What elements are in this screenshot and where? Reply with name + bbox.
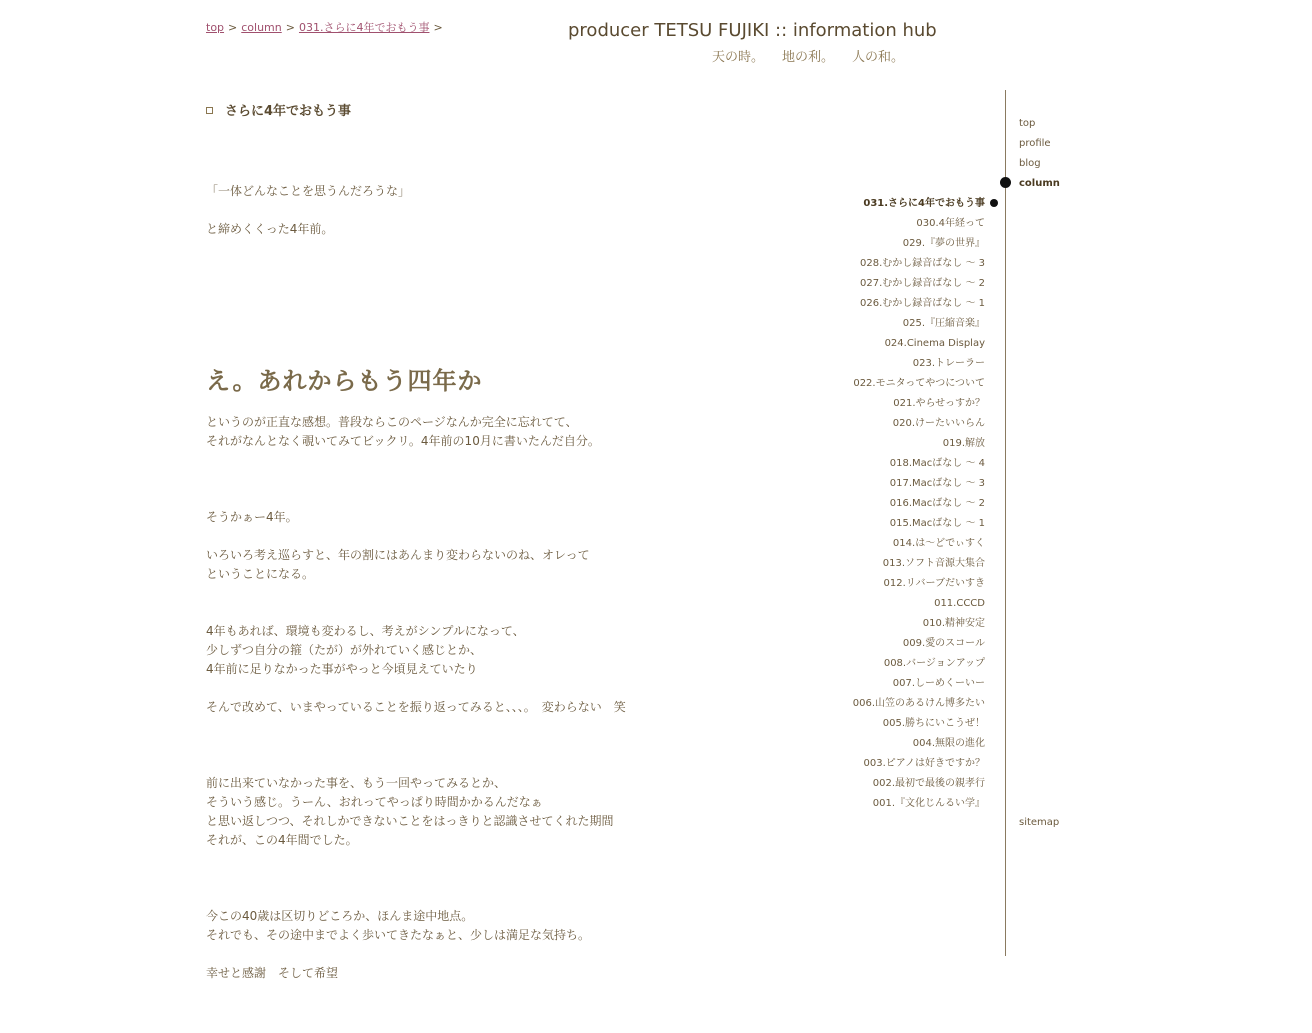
- column-list-item[interactable]: 005.勝ちにいこうぜ！: [882, 718, 985, 729]
- current-item-marker-icon: [990, 199, 998, 207]
- nav-item-column[interactable]: column: [1019, 178, 1060, 189]
- article-line: そういう感じ。うーん、おれってやっぱり時間かかるんだなぁ: [206, 795, 543, 809]
- article-body: [206, 182, 806, 983]
- article-line: というのが正直な感想。普段ならこのページなんか完全に忘れてて、: [206, 415, 578, 429]
- column-list-item[interactable]: 008.バージョンアップ: [883, 658, 985, 669]
- article-line: それでも、その途中までよく歩いてきたなぁと、少しは満足な気持ち。: [206, 928, 591, 942]
- main-nav: [1019, 117, 1060, 197]
- square-bullet-icon: [206, 107, 213, 114]
- column-list-item[interactable]: 027.むかし録音ばなし 〜 2: [860, 278, 985, 289]
- breadcrumb-link-column[interactable]: column: [241, 21, 282, 34]
- article-line: 4年もあれば、環境も変わるし、考えがシンプルになって、: [206, 624, 525, 638]
- column-list-item[interactable]: 030.4年経って: [916, 218, 985, 229]
- column-list-item[interactable]: 020.けーたいいらん: [892, 418, 985, 429]
- page-title: [206, 100, 351, 119]
- column-list-item[interactable]: 007.しーめくーいー: [892, 678, 985, 689]
- column-list-item[interactable]: 026.むかし録音ばなし 〜 1: [860, 298, 985, 309]
- tagline-part: 人の和。: [851, 50, 904, 65]
- column-list-item[interactable]: 003.ピアノは好きですか？: [863, 758, 985, 769]
- nav-item-top[interactable]: top: [1019, 118, 1036, 129]
- article-line: そうかぁー4年。: [206, 510, 298, 524]
- column-list-item[interactable]: 029.『夢の世界』: [902, 238, 985, 249]
- column-list-item[interactable]: 024.Cinema Display: [884, 338, 985, 349]
- site-tagline: [712, 46, 904, 65]
- tagline-part: 天の時。: [711, 50, 764, 65]
- column-list-item[interactable]: 012.リバーブだいすき: [883, 578, 985, 589]
- column-list-item[interactable]: 001.『文化じんるい学』: [872, 798, 985, 809]
- nav-item-profile[interactable]: profile: [1019, 138, 1051, 149]
- column-list-item[interactable]: 028.むかし録音ばなし 〜 3: [860, 258, 985, 269]
- column-list-item[interactable]: 009.愛のスコール: [902, 638, 985, 649]
- column-list-item[interactable]: 025.『圧縮音楽』: [902, 318, 985, 329]
- tagline-part: 地の利。: [781, 50, 834, 65]
- column-list-item[interactable]: 013.ソフト音源大集合: [882, 558, 985, 569]
- column-list-item[interactable]: 019.解放: [942, 438, 985, 449]
- breadcrumb-separator: >: [228, 21, 238, 34]
- article-line: 少しずつ自分の箍（たが）が外れていく感じとか、: [206, 643, 483, 657]
- article-line: 前に出来ていなかった事を、もう一回やってみるとか、: [206, 776, 507, 790]
- article-line: 今この40歳は区切りどころか、ほんま途中地点。: [206, 909, 474, 923]
- breadcrumb-link-top[interactable]: top: [206, 21, 225, 34]
- column-list-item[interactable]: 022.モニタってやつについて: [853, 378, 985, 389]
- column-list-item[interactable]: 014.は〜どでぃすく: [892, 538, 985, 549]
- nav-item-sitemap[interactable]: sitemap: [1019, 817, 1060, 828]
- column-list-item[interactable]: 015.Macばなし 〜 1: [889, 518, 985, 529]
- site-title: producer TETSU FUJIKI :: information hub: [568, 20, 937, 41]
- article-line: そんで改めて、いまやっていることを振り返ってみると、、、。 変わらない 笑: [206, 700, 626, 714]
- column-list-item[interactable]: 023.トレーラー: [912, 358, 985, 369]
- breadcrumb-separator: >: [433, 21, 443, 34]
- breadcrumb-link-current[interactable]: 031.さらに4年でおもう事: [298, 21, 430, 34]
- article-headline: え。あれからもう四年か: [206, 367, 483, 395]
- active-nav-marker-icon: [1000, 177, 1011, 188]
- column-list-item[interactable]: 006.山笠のあるけん博多たい: [852, 698, 985, 709]
- column-list: [853, 197, 985, 817]
- column-list-item[interactable]: 010.精神安定: [922, 618, 985, 629]
- sidebar-divider: [1005, 90, 1006, 956]
- article-line: と思い返しつつ、それしかできないことをはっきりと認識させてくれた期間: [206, 814, 614, 828]
- article-line: それがなんとなく覗いてみてビックリ。4年前の10月に書いたんだ自分。: [206, 434, 600, 448]
- article-line: 「一体どんなことを思うんだろうな」: [206, 184, 411, 198]
- article-line: それが、この4年間でした。: [206, 833, 358, 847]
- nav-item-blog[interactable]: blog: [1019, 158, 1041, 169]
- breadcrumb: [206, 19, 447, 35]
- article-line: 幸せと感謝 そして希望: [206, 966, 339, 980]
- column-list-item[interactable]: 021.やらせっすか？: [893, 398, 985, 409]
- column-list-item-current[interactable]: 031.さらに4年でおもう事: [863, 198, 985, 209]
- column-list-item[interactable]: 016.Macばなし 〜 2: [889, 498, 985, 509]
- column-list-item[interactable]: 017.Macばなし 〜 3: [889, 478, 985, 489]
- article-line: と締めくくった4年前。: [206, 222, 334, 236]
- article-line: 4年前に足りなかった事がやっと今頃見えていたり: [206, 662, 478, 676]
- breadcrumb-separator: >: [285, 21, 295, 34]
- column-list-item[interactable]: 018.Macばなし 〜 4: [889, 458, 985, 469]
- column-list-item[interactable]: 011.CCCD: [934, 598, 985, 609]
- article-line: ということになる。: [206, 567, 315, 581]
- page-title-text: さらに4年でおもう事: [225, 104, 352, 119]
- column-list-item[interactable]: 002.最初で最後の親孝行: [872, 778, 985, 789]
- article-line: いろいろ考え巡らすと、年の割にはあんまり変わらないのね、オレって: [206, 548, 590, 562]
- column-list-item[interactable]: 004.無限の進化: [912, 738, 985, 749]
